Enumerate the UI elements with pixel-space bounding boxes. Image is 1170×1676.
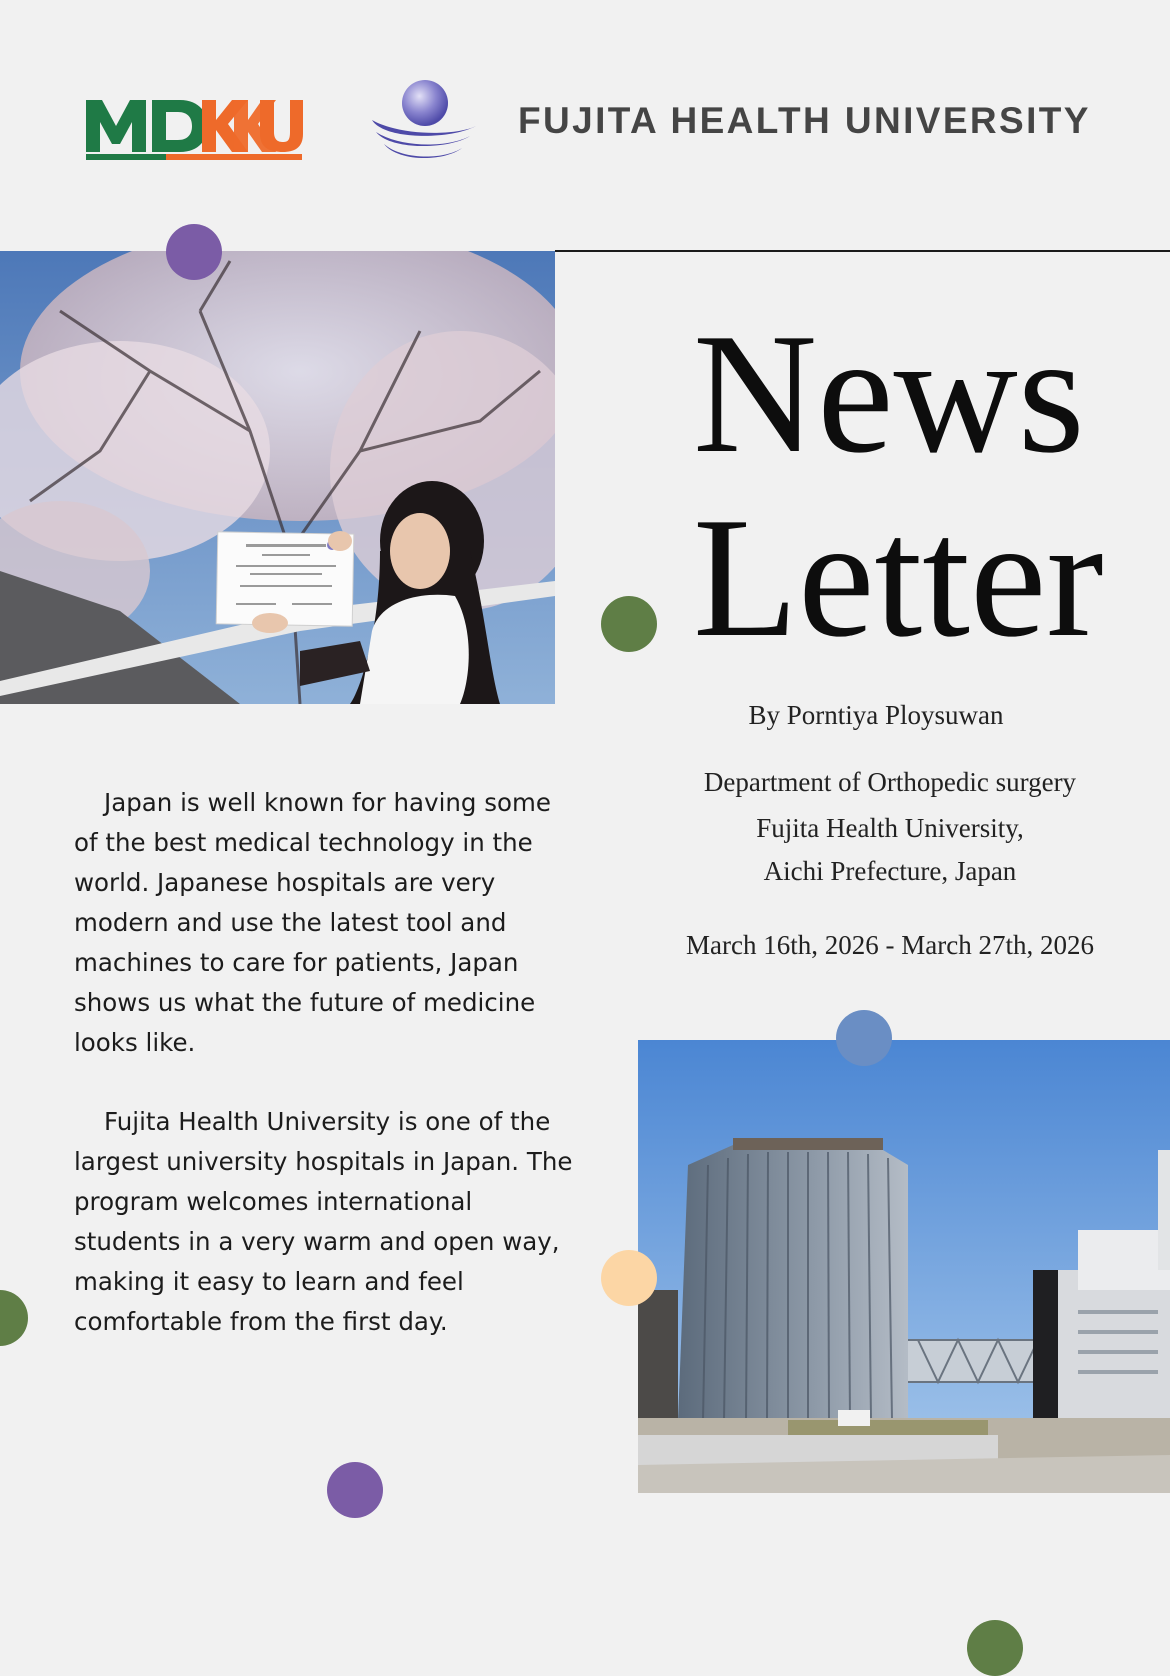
decorative-dot-purple-top (166, 224, 222, 280)
program-dates: March 16th, 2026 - March 27th, 2026 (686, 930, 1094, 960)
location-line: Aichi Prefecture, Japan (763, 856, 1017, 886)
decorative-dot-purple-bottom (327, 1462, 383, 1518)
department-line: Department of Orthopedic surgery (703, 767, 1077, 797)
paragraph-text: Fujita Health University is one of the largest university hospitals in Japan. The program welcomes international students in a very warm and open way, making it easy to learn and feel comfortable from the first day. (74, 1107, 573, 1336)
decorative-dot-green-bottom (967, 1620, 1023, 1676)
decorative-dot-blue (836, 1010, 892, 1066)
fujita-emblem-logo (370, 78, 478, 170)
paragraph-fujita-university (74, 1102, 574, 1342)
hospital-building-photo (638, 1040, 1170, 1493)
paragraph-text: Japan is well known for having some of the best medical technology in the world. Japanese hospitals are very modern and use the latest tool and machines to care for patients, Japan shows us what the future of medicine looks like. (74, 788, 551, 1057)
university-line: Fujita Health University, (756, 813, 1024, 843)
decorative-dot-peach (601, 1250, 657, 1306)
header-divider (555, 250, 1170, 252)
paragraph-medical-technology (74, 783, 574, 1063)
decorative-dot-green-left (0, 1290, 28, 1346)
university-name: FUJITA HEALTH UNIVERSITY (518, 100, 1091, 141)
byline: By Porntiya Ploysuwan (748, 700, 1004, 730)
cherry-blossom-certificate-photo (0, 251, 555, 704)
mdkku-logo (84, 92, 304, 160)
title-news: News (693, 299, 1085, 489)
title-letter: Letter (693, 483, 1104, 673)
decorative-dot-green-middle (601, 596, 657, 652)
